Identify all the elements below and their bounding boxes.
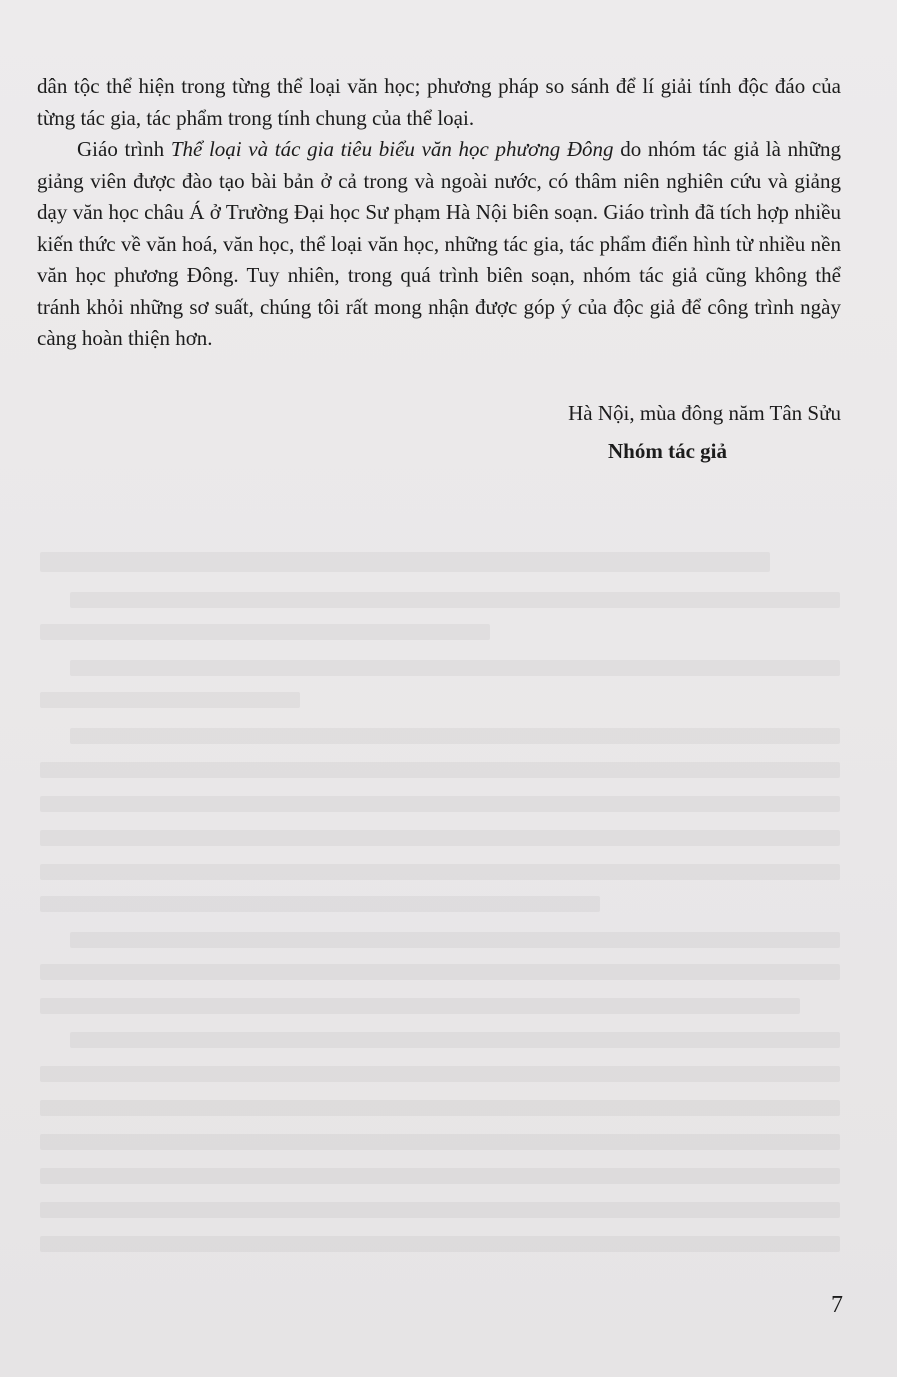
- paragraph-text: dân tộc thể hiện trong từng thể loại văn học; phương pháp so sánh để lí giải tính độc đáo của từng tác gia, tác phẩm trong tính chung của thể loại.: [37, 74, 841, 130]
- show-through-line: [70, 728, 840, 744]
- paragraph-text-lead: Giáo trình: [77, 137, 171, 161]
- show-through-line: [40, 692, 300, 708]
- paragraph-textbook-intro: [37, 134, 841, 355]
- book-title-italic: Thể loại và tác gia tiêu biểu văn học phương Đông: [170, 137, 614, 161]
- show-through-line: [40, 552, 770, 572]
- show-through-line: [70, 1032, 840, 1048]
- show-through-line: [40, 1202, 840, 1218]
- show-through-line: [40, 830, 840, 846]
- show-through-line: [40, 1100, 840, 1116]
- signature-author: Nhóm tác giả: [608, 439, 727, 463]
- signature-place-date: Hà Nội, mùa đông năm Tân Sửu: [568, 401, 841, 425]
- show-through-line: [40, 896, 600, 912]
- show-through-line: [40, 1236, 840, 1252]
- show-through-line: [40, 796, 840, 812]
- paragraph-text-rest: do nhóm tác giả là những giảng viên được đào tạo bài bản ở cả trong và ngoài nước, có thâm niên nghiên cứu và giảng dạy văn học châu Á ở Trường Đại học Sư phạm Hà Nội biên soạn. Giáo trình đã tích hợp nhiều kiến thức về văn hoá, văn học, thể loại văn học, những tác gia, tác phẩm điển hình từ nhiều nền văn học phương Đông. Tuy nhiên, trong quá trình biên soạn, nhóm tác giả cũng không thể tránh khỏi những sơ suất, chúng tôi rất mong nhận được góp ý của độc giả để công trình ngày càng hoàn thiện hơn.: [37, 137, 842, 350]
- page-number: 7: [831, 1292, 843, 1318]
- show-through-line: [40, 964, 840, 980]
- show-through-line: [40, 1168, 840, 1184]
- show-through-line: [40, 624, 490, 640]
- show-through-line: [70, 592, 840, 608]
- paragraph-continuation: [37, 71, 841, 134]
- show-through-line: [40, 864, 840, 880]
- show-through-line: [70, 932, 840, 948]
- show-through-line: [40, 1066, 840, 1082]
- show-through-line: [40, 1134, 840, 1150]
- show-through-line: [40, 998, 800, 1014]
- show-through-line: [70, 660, 840, 676]
- body-text: [37, 71, 841, 355]
- show-through-line: [40, 762, 840, 778]
